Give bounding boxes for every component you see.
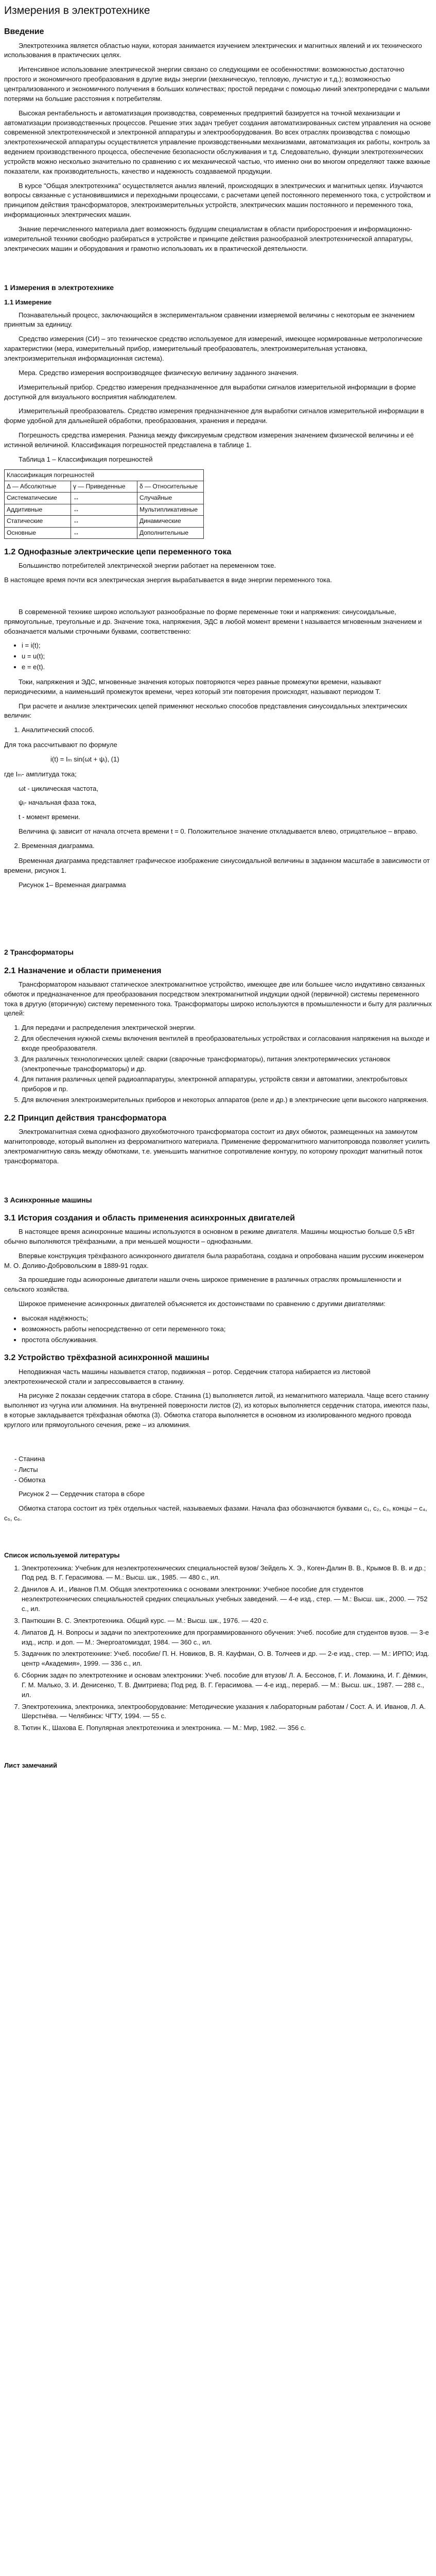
table-row: [5, 493, 204, 504]
figure-parts-list: [14, 1454, 432, 1486]
figure-caption: Рисунок 2 — Сердечник статора в сборе: [19, 1490, 145, 1498]
spacer: [4, 1171, 432, 1189]
intro-paragraph: Знание перечисленного материала дает возможность будущим специалистам в области приборостроения и информационно-измерительной техники свободно разбираться в устройстве и принципе действия разнообразной электротехнической аппаратуры, электрических машин и оборудования и грамотно использовать их в практической деятельности.: [4, 225, 413, 252]
table-cell: Дополнительные: [137, 527, 204, 538]
s1-paragraph: Мера. Средство измерения воспроизводящее физическую величину заданного значения.: [19, 368, 299, 377]
s12-paragraph: Большинство потребителей электрической энергии работает на переменном токе.: [19, 562, 276, 570]
list-item: • i = i(t);: [22, 641, 432, 651]
document-title: Измерения в электротехнике: [4, 5, 150, 16]
reference-item: 3. Пантюшин В. С. Электротехника. Общий курс. — М.: Высш. шк., 1976. — 420 с.: [22, 1616, 432, 1626]
s1-paragraph: Погрешность средства измерения. Разница между фиксируемым средством измерения значением физической величины и её истинной величиной. Классификация погрешностей представлена в таблице 1.: [4, 431, 414, 449]
s1-paragraph: Измерительный преобразователь. Средство измерения предназначенное для выработки сигналов измерительной информации в форме удобной для дальнейшей обработки, преобразования, хранения и передачи.: [4, 407, 424, 425]
reference-item: 6. Сборник задач по электротехнике и основам электроники: Учеб. пособие для втузов/ Л. А. Бессонов, Г. И. Ломакина, И. Г. Дёмкин, Г. М. Малько, З. И. Денисенко, Т. В. Дмитриева; Под ред. В. Г. Герасимова. — 4-е изд., перераб. — М.: Высш. шк., 1987. — 288 с., ил.: [22, 1671, 432, 1700]
error-classification-table: [4, 469, 204, 539]
s12-paragraph: Величина ψᵢ зависит от начала отсчета времени t = 0. Положительное значение откладывается влево, отрицательное – вправо.: [19, 827, 418, 836]
table-cell: γ — Приведенные: [71, 481, 137, 493]
where-line: ωt - циклическая частота,: [19, 784, 98, 792]
table-cell: δ — Относительные: [137, 481, 204, 493]
table-cell: Статические: [5, 516, 71, 527]
table-cell: ↔: [71, 504, 137, 515]
table-row: [5, 516, 204, 527]
list-item: 5. Для включения электроизмерительных приборов и некоторых аппаратов (реле и др.) в электрические цепи высокого напряжения.: [22, 1095, 432, 1105]
instant-values-list: [4, 641, 432, 672]
s12-paragraph: Для тока рассчитывают по формуле: [4, 741, 117, 749]
reference-item: 4. Липатов Д. Н. Вопросы и задачи по электротехнике для программированного обучения: Учеб. пособие для студентов вузов. — 3-е изд., испр. и доп. — М.: Энергоатомиздат, 1984. — 360 с., ил.: [22, 1628, 432, 1648]
table-cell: Случайные: [137, 493, 204, 504]
s3-paragraph: За прошедшие годы асинхронные двигатели нашли очень широкое применение в различных отраслях промышленности и сельского хозяйства.: [4, 1276, 402, 1294]
section-2-heading: 2 Трансформаторы: [4, 948, 74, 957]
where-line: t - момент времени.: [19, 813, 80, 821]
spacer: [4, 1435, 432, 1452]
s1-paragraph: Измерительный прибор. Средство измерения предназначенное для выработки сигналов измерительной информации в форме доступной для визуального восприятия наблюдателем.: [4, 383, 416, 401]
s12-paragraph: Временная диаграмма представляет графическое изображение синусоидальной величины в заданном масштабе в зависимости от времени, рисунок 1.: [4, 856, 430, 874]
section-1-2-heading: 1.2 Однофазные электрические цепи переменного тока: [4, 547, 232, 556]
list-item: • высокая надёжность;: [22, 1314, 432, 1324]
list-item: • u = u(t);: [22, 652, 432, 662]
s12-paragraph: Токи, напряжения и ЭДС, мгновенные значения которых повторяются через равные промежутки времени, называют периодическими, а наименьший промежуток времени, через который эти повторения происходят, называют периодом Т.: [4, 677, 381, 696]
figure-caption: Рисунок 1– Временная диаграмма: [19, 880, 126, 889]
list-item: 2. Для обеспечения нужной схемы включения вентилей в преобразовательных устройствах и согласования напряжения на выходе и входе преобразователя.: [22, 1034, 432, 1054]
table-cell: Основные: [5, 527, 71, 538]
table-cell: ↔: [71, 516, 137, 527]
table-cell: Δ — Абсолютные: [5, 481, 71, 493]
spacer: [4, 1738, 432, 1756]
s3-paragraph: Неподвижная часть машины называется статор, подвижная – ротор. Сердечник статора набирается из листовой электротехнической стали и запрессовывается в станину.: [4, 1367, 371, 1385]
intro-paragraph: В курсе "Общая электротехника" осуществляется анализ явлений, происходящих в электрических и магнитных цепях. Изучаются вопросы связанные с установившимися и переходными процессами, с расчетами цепей постоянного переменного тока, с устройством и принципом действия трансформаторов, электроизмерительных устройств, электрических машин постоянного и переменного тока, информационных электрических машин.: [4, 181, 431, 219]
notes-heading: Лист замечаний: [4, 1761, 57, 1770]
list-item: • e = e(t).: [22, 663, 432, 672]
s12-paragraph: В современной технике широко используют разнообразные по форме переменные токи и напряжения: синусоидальные, прямоугольные, треугольные и др. Значение тока, напряжения, ЭДС в любой момент времени t называется мгновенным значением и обозначается малыми строчными буквами, соответственно:: [4, 607, 422, 635]
list-item: - Листы: [14, 1465, 38, 1473]
list-item: 1. Аналитический способ.: [22, 725, 432, 735]
table-cell: Аддитивные: [5, 504, 71, 515]
spacer: [4, 894, 432, 941]
s1-paragraph: Средство измерения (СИ) – это техническое средство используемое для измерений, имеющее нормированные метрологические характеристики (мера, измерительный прибор, измерительный преобразователь, электроизмерительная установка, электроизмерительная информационная система).: [4, 335, 423, 363]
section-1-heading: 1 Измерения в электротехнике: [4, 283, 114, 292]
list-item: • простота обслуживания.: [22, 1335, 432, 1345]
list-item: - Станина: [14, 1454, 45, 1463]
list-item: • возможность работы непосредственно от сети переменного тока;: [22, 1325, 432, 1334]
references-heading: Список используемой литературы: [4, 1551, 120, 1559]
s1-paragraph: Познавательный процесс, заключающийся в экспериментальном сравнении измеряемой величины с некоторым ее значением принятым за единицу.: [4, 311, 415, 329]
section-1-1-heading: 1.1 Измерение: [4, 298, 52, 306]
section-3-1-heading: 3.1 История создания и область применения асинхронных двигателей: [4, 1213, 295, 1223]
intro-heading: Введение: [4, 27, 44, 37]
s12-paragraph: При расчете и анализе электрических цепей применяют несколько способов представления синусоидальных электрических величин:: [4, 702, 408, 720]
table-cell: Динамические: [137, 516, 204, 527]
s12-paragraph: В настоящее время почти вся электрическая энергия вырабатывается в виде энергии переменного тока.: [4, 575, 332, 584]
reference-item: 2. Данилов А. И., Иванов П.М. Общая электротехника с основами электроники: Учебное пособие для студентов неэлектротехнических специальностей средних специальных учебных заведений. — 4-е изд., стер. — М.: Высш. шк., 2000. — 752 с., ил.: [22, 1585, 432, 1614]
intro-paragraph: Интенсивное использование электрической энергии связано со следующими ее особенностями: возможностью достаточно простого и экономичного преобразования в другие виды энергии (механическую, тепловую, лучистую и т.д.); возможностью централизованного и экономичного получения в больших количествах; простой передачи с помощью линий электропередачи с малыми потерями на большие расстояния к потребителям.: [4, 65, 430, 103]
table-row: [5, 504, 204, 515]
spacer: [4, 259, 432, 276]
advantages-list: [4, 1314, 432, 1345]
method-list-2: [4, 841, 432, 851]
table-cell: ↔: [71, 527, 137, 538]
references-list: [4, 1564, 432, 1734]
s3-paragraph: Впервые конструкция трёхфазного асинхронного двигателя была разработана, создана и опробована нашим русским инженером М. О. Доливо-Добровольским в 1889-91 годах.: [4, 1251, 424, 1269]
table-cell: Систематические: [5, 493, 71, 504]
reference-item: 7. Электротехника, электроника, электрооборудование: Методические указания к лабораторным работам / Сост. А. И. Иванов, Л. А. Шерстнёва. — Челябинск: ЧГТУ, 1994. — 55 с.: [22, 1702, 432, 1722]
s2-paragraph: Электромагнитная схема однофазного двухобмоточного трансформатора состоит из двух обмоток, размещенных на замкнутом магнитопроводе, который выполнен из ферромагнитного материала. Применение ферромагнитного магнитопровода позволяет усилить электромагнитную связь между обмотками, т.е. уменьшить магнитное сопротивление контуру, по которому проходит магнитный поток трансформатора.: [4, 1128, 430, 1165]
spacer: [4, 590, 432, 607]
section-2-2-heading: 2.2 Принцип действия трансформатора: [4, 1114, 167, 1123]
intro-paragraph: Высокая рентабельность и автоматизация производства, современных предприятий базируется на точной механизации и автоматизации производственных процессов. Решение этих задач требует создания автоматизированных систем управления на основе современной электротехнической и электронной аппаратуры и электрооборудования. Во всех отраслях производства с помощью электротехнической аппаратуры осуществляется управление производственными механизмами, автоматизация их работы, контроль за ведением производственного процесса, обеспечение безопасности обслуживания и т.д. Следовательно, функции электротехнических устройств можно несколько значительно по сравнению с их механической частью, что именно они во многом определяют также важные показатели, как производительность, качество и надежность создаваемой продукции.: [4, 109, 431, 175]
table-row: [5, 469, 204, 481]
list-item: 4. Для питания различных цепей радиоаппаратуры, электронной аппаратуры, устройств связи и автоматики, электробытовых приборов и пр.: [22, 1075, 432, 1094]
table-row: [5, 527, 204, 538]
s3-paragraph: На рисунке 2 показан сердечник статора в сборе. Станина (1) выполняется литой, из немагнитного материала. Чаще всего станину выполняют из чугуна или алюминия. На внутренней поверхности листов (2), из которых выполняется сердечник статора, имеются пазы, в которые закладывается трёхфазная обмотка (3). Обмотка статора выполняется в основном из изолированного медного провода круглого или прямоугольного сечения, реже – из алюминия.: [4, 1392, 430, 1429]
list-item: 1. Для передачи и распределения электрической энергии.: [22, 1023, 432, 1033]
s2-paragraph: Трансформатором называют статическое электромагнитное устройство, имеющее две или большее число индуктивно связанных обмоток и предназначенное для преобразования посредством электромагнитной индукции одной (первичной) системы переменного тока в другую (вторичную) систему переменного тока. Трансформаторы широко используются в промышленности и быту для различных целей:: [4, 980, 432, 1018]
table-cell: Мультипликативные: [137, 504, 204, 515]
spacer: [4, 1528, 432, 1546]
reference-item: 8. Тютин К., Шахова Е. Популярная электротехника и электроника. — М.: Мир, 1982. — 356 с.: [22, 1723, 432, 1733]
s3-paragraph: Обмотка статора состоит из трёх отдельных частей, называемых фазами. Начала фаз обозначаются буквами c₁, c₂, c₃, концы – c₄, c₅, c₆.: [4, 1504, 427, 1522]
transformer-uses-list: [4, 1023, 432, 1105]
reference-item: 1. Электротехника: Учебник для неэлектротехнических специальностей вузов/ Зейдель Х. Э., Коген-Далин В. В., Крымов В. В. и др.; Под ред. В. Г. Герасимова. — М.: Высш. шк., 1985. — 480 с., ил.: [22, 1564, 432, 1583]
list-item: - Обмотка: [14, 1476, 46, 1484]
table-header-cell: Классификация погрешностей: [5, 469, 204, 481]
list-item: 2. Временная диаграмма.: [22, 841, 432, 851]
current-formula: i(t) = Iₘ sin(ωt + ψᵢ), (1): [50, 755, 119, 763]
table-row: [5, 481, 204, 493]
table-caption: Таблица 1 – Классификация погрешностей: [19, 455, 153, 463]
section-3-heading: 3 Асинхронные машины: [4, 1195, 92, 1204]
table-cell: ↔: [71, 493, 137, 504]
reference-item: 5. Задачник по электротехнике: Учеб. пособие/ П. Н. Новиков, В. Я. Кауфман, О. В. Толчеев и др. — 2-е изд., стер. — М.: ИРПО; Изд. центр «Академия», 1999. — 336 с., ил.: [22, 1649, 432, 1669]
section-2-1-heading: 2.1 Назначение и области применения: [4, 966, 162, 975]
where-line: где Iₘ- амплитуда тока;: [4, 770, 77, 778]
section-3-2-heading: 3.2 Устройство трёхфазной асинхронной машины: [4, 1353, 210, 1363]
s3-paragraph: Широкое применение асинхронных двигателей объясняется их достоинствами по сравнению с другими двигателями:: [19, 1300, 386, 1308]
where-line: ψᵢ- начальная фаза тока,: [19, 799, 97, 807]
method-list-1: [4, 725, 432, 735]
list-item: 3. Для различных технологических целей: сварки (сварочные трансформаторы), питания электротермических установок (электропечные трансформаторы) и др.: [22, 1055, 432, 1074]
s3-paragraph: В настоящее время асинхронные машины используются в основном в режиме двигателя. Машины мощностью больше 0,5 кВт обычно выполняются трёхфазными, а при меньшей мощности – однофазными.: [4, 1228, 415, 1245]
intro-paragraph: Электротехника является областью науки, которая занимается изучением электрических и магнитных явлений и их технического использования в практических целях.: [4, 41, 422, 59]
